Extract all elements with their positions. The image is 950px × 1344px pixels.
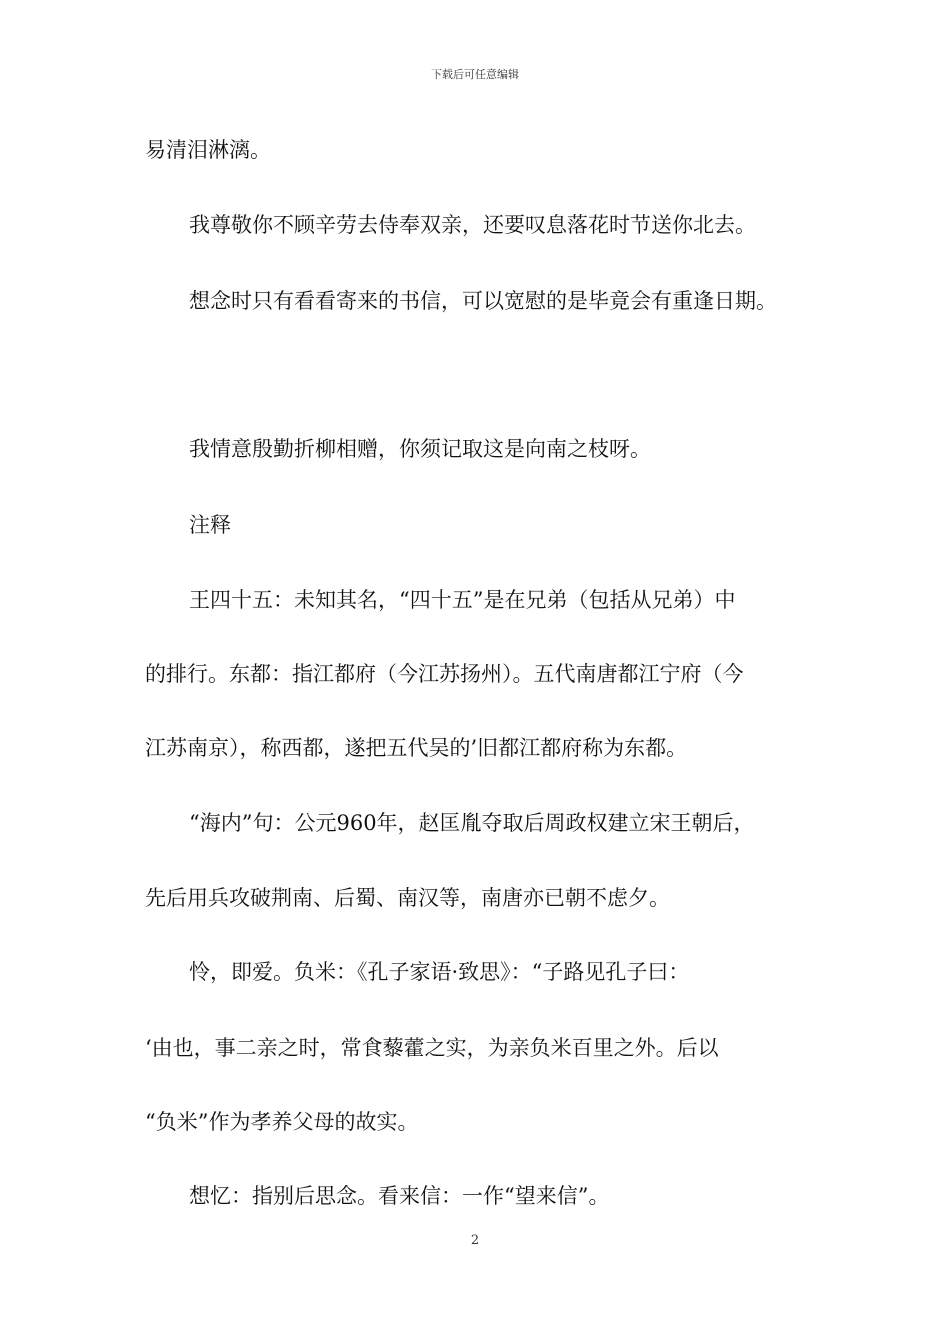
text-line: 易清泪淋漓。 — [145, 138, 271, 162]
text-line: 怜，即爱。负米：《孔子家语·致思》：“子路见孔子曰： — [189, 960, 690, 984]
page-header: 下载后可任意编辑 — [431, 68, 519, 81]
text-line: 先后用兵攻破荆南、后蜀、南汉等，南唐亦已朝不虑夕。 — [145, 886, 670, 910]
text-line: “负米”作为孝养父母的故实。 — [145, 1110, 419, 1134]
text-line: ‘由也，事二亲之时，常食藜藿之实，为亲负米百里之外。后以 — [145, 1036, 719, 1060]
text-line: 想念时只有看看寄来的书信，可以宽慰的是毕竟会有重逢日期。 — [189, 289, 777, 313]
text-line: 王四十五：未知其名，“四十五”是在兄弟（包括从兄弟）中 — [189, 588, 736, 612]
text-line: “海内”句：公元960年，赵匡胤夺取后周政权建立宋王朝后， — [189, 811, 755, 835]
text-line: 的排行。东都：指江都府（今江苏扬州）。五代南唐都江宁府（今 — [145, 662, 744, 686]
text-line: 江苏南京），称西都，遂把五代吴的’旧都江都府称为东都。 — [145, 736, 688, 760]
text-line: 我尊敬你不顾辛劳去侍奉双亲，还要叹息落花时节送你北去。 — [189, 213, 756, 237]
text-line: 想忆：指别后思念。看来信：一作“望来信”。 — [189, 1184, 610, 1208]
text-line: 我情意殷勤折柳相赠，你须记取这是向南之枝呀。 — [189, 437, 651, 461]
page-number: 2 — [470, 1233, 480, 1248]
section-heading: 注释 — [189, 513, 231, 537]
